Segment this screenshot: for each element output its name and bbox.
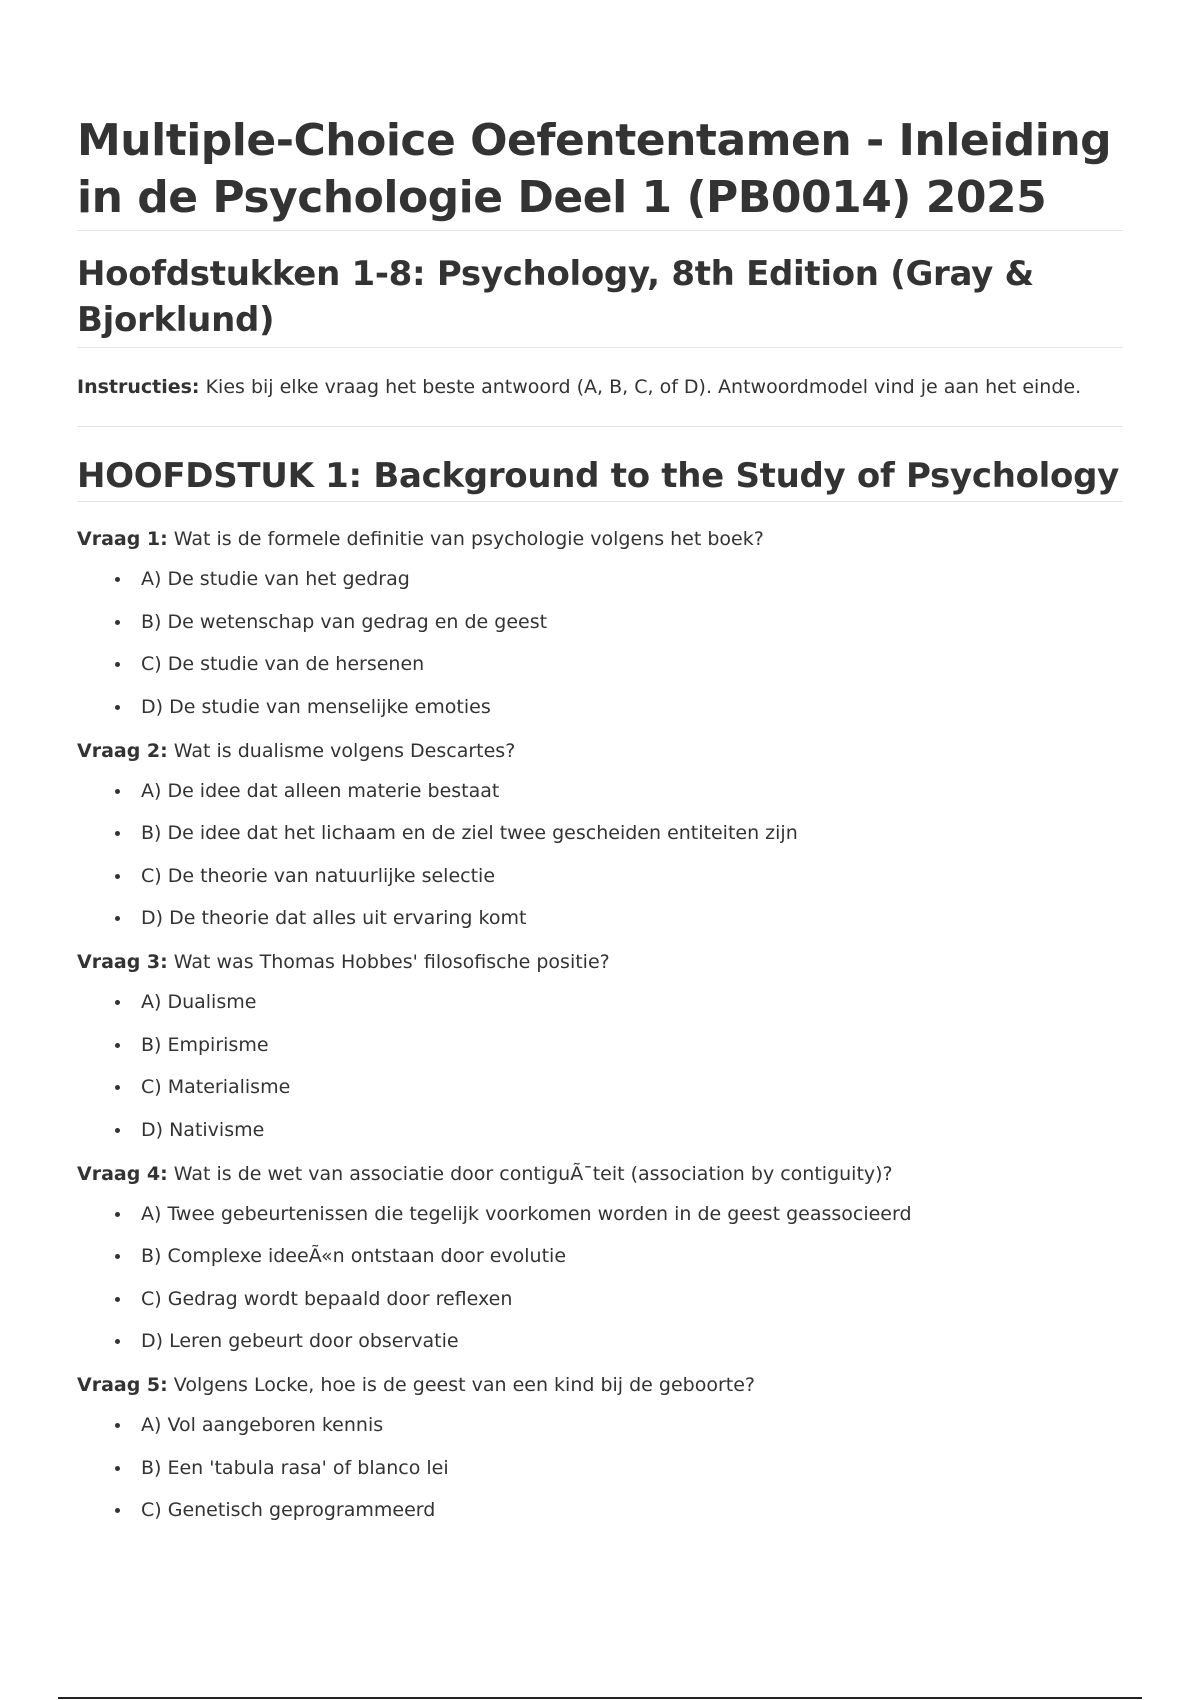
question-1	[77, 524, 1123, 722]
option-d: D) De studie van menselijke emoties	[113, 692, 1123, 722]
chapter-title: HOOFDSTUK 1: Background to the Study of Psychology	[77, 453, 1123, 502]
instructions-text: Kies bij elke vraag het beste antwoord (A, B, C, of D). Antwoordmodel vind je aan het einde.	[199, 376, 1082, 398]
option-b: B) De wetenschap van gedrag en de geest	[113, 607, 1123, 637]
question-text	[77, 947, 1123, 977]
option-c: C) Genetisch geprogrammeerd	[113, 1495, 1123, 1525]
option-list	[77, 1410, 1123, 1525]
question-label: Vraag 3:	[77, 951, 168, 973]
option-list	[77, 987, 1123, 1145]
option-list	[77, 564, 1123, 722]
question-body: Wat is dualisme volgens Descartes?	[167, 739, 516, 762]
question-body: Wat is de wet van associatie door contiguÃ¯teit (association by contiguity)?	[167, 1162, 893, 1185]
option-a: A) De idee dat alleen materie bestaat	[113, 776, 1123, 806]
question-text	[77, 1370, 1123, 1400]
option-list	[77, 1199, 1123, 1357]
option-c: C) De studie van de hersenen	[113, 649, 1123, 679]
instructions	[77, 374, 1123, 400]
instructions-label: Instructies:	[77, 376, 200, 398]
question-label: Vraag 1:	[77, 528, 168, 550]
question-body: Volgens Locke, hoe is de geest van een kind bij de geboorte?	[167, 1374, 756, 1396]
option-a: A) Dualisme	[113, 987, 1123, 1017]
page-bottom-rule	[58, 1697, 1142, 1699]
option-b: B) Een 'tabula rasa' of blanco lei	[113, 1453, 1123, 1483]
question-list	[77, 524, 1123, 1525]
option-c: C) De theorie van natuurlijke selectie	[113, 861, 1123, 891]
document-page	[77, 112, 1123, 1539]
option-a: A) De studie van het gedrag	[113, 564, 1123, 594]
question-body: Wat was Thomas Hobbes' filosofische positie?	[167, 951, 610, 973]
question-text	[77, 736, 1123, 766]
question-4	[77, 1159, 1123, 1357]
option-b: B) Complexe ideeÃ«n ontstaan door evolutie	[113, 1241, 1123, 1271]
question-3	[77, 947, 1123, 1145]
option-d: D) Leren gebeurt door observatie	[113, 1326, 1123, 1356]
option-a: A) Vol aangeboren kennis	[113, 1410, 1123, 1440]
option-c: C) Gedrag wordt bepaald door reflexen	[113, 1284, 1123, 1314]
question-body: Wat is de formele definitie van psychologie volgens het boek?	[167, 528, 764, 550]
question-5	[77, 1370, 1123, 1525]
document-title: Multiple-Choice Oefententamen - Inleiding in de Psychologie Deel 1 (PB0014) 2025	[77, 112, 1123, 231]
question-text	[77, 1159, 1123, 1189]
option-d: D) De theorie dat alles uit ervaring komt	[113, 903, 1123, 933]
question-label: Vraag 2:	[77, 739, 168, 762]
option-b: B) Empirisme	[113, 1030, 1123, 1060]
option-c: C) Materialisme	[113, 1072, 1123, 1102]
question-text	[77, 524, 1123, 554]
document-subtitle: Hoofdstukken 1-8: Psychology, 8th Edition (Gray & Bjorklund)	[77, 251, 1123, 348]
option-d: D) Nativisme	[113, 1115, 1123, 1145]
option-b: B) De idee dat het lichaam en de ziel twee gescheiden entiteiten zijn	[113, 818, 1123, 848]
option-a: A) Twee gebeurtenissen die tegelijk voorkomen worden in de geest geassocieerd	[113, 1199, 1123, 1229]
option-list	[77, 776, 1123, 934]
question-2	[77, 736, 1123, 934]
question-label: Vraag 5:	[77, 1374, 168, 1396]
question-label: Vraag 4:	[77, 1162, 168, 1185]
section-divider	[77, 426, 1123, 427]
